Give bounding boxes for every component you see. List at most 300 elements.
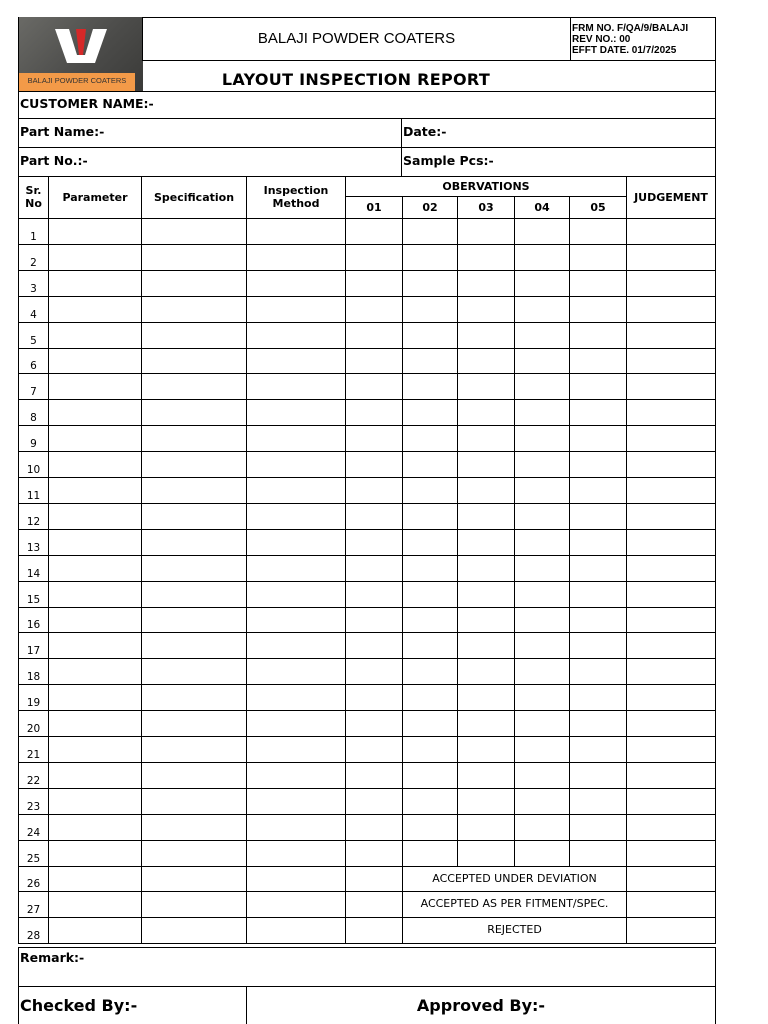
judgement-cell[interactable] bbox=[626, 477, 716, 504]
specification-cell[interactable] bbox=[141, 891, 247, 918]
specification-cell[interactable] bbox=[141, 684, 247, 711]
effective-date: EFFT DATE. 01/7/2025 bbox=[572, 45, 677, 56]
row-number: 4 bbox=[30, 309, 37, 321]
specification-cell[interactable] bbox=[141, 503, 247, 530]
observation-cell[interactable] bbox=[402, 555, 458, 582]
observation-cell[interactable] bbox=[402, 451, 458, 478]
observation-cell[interactable] bbox=[345, 218, 403, 245]
judgement-cell[interactable] bbox=[626, 270, 716, 297]
observation-cell[interactable] bbox=[457, 788, 515, 815]
observation-cell[interactable] bbox=[457, 348, 515, 374]
observation-cell[interactable] bbox=[569, 607, 627, 633]
observation-cell[interactable] bbox=[345, 710, 403, 737]
observation-cell[interactable] bbox=[514, 607, 570, 633]
observation-cell[interactable] bbox=[569, 218, 627, 245]
observation-cell[interactable] bbox=[569, 658, 627, 685]
parameter-cell[interactable] bbox=[48, 244, 142, 271]
observation-cell[interactable] bbox=[514, 218, 570, 245]
parameter-cell[interactable] bbox=[48, 373, 142, 400]
sr-no-cell bbox=[18, 917, 49, 944]
row-number: 5 bbox=[30, 335, 37, 347]
specification-cell[interactable] bbox=[141, 555, 247, 582]
parameter-cell[interactable] bbox=[48, 555, 142, 582]
observation-cell[interactable] bbox=[345, 866, 403, 892]
specification-cell[interactable] bbox=[141, 736, 247, 763]
observation-cell[interactable] bbox=[402, 348, 458, 374]
judgement-cell[interactable] bbox=[626, 866, 716, 892]
specification-cell[interactable] bbox=[141, 632, 247, 659]
specification-cell[interactable] bbox=[141, 244, 247, 271]
observation-cell[interactable] bbox=[457, 632, 515, 659]
judgement-cell[interactable] bbox=[626, 529, 716, 556]
specification-cell[interactable] bbox=[141, 840, 247, 867]
observation-cell[interactable] bbox=[569, 451, 627, 478]
parameter-header bbox=[48, 176, 142, 219]
parameter-cell[interactable] bbox=[48, 218, 142, 245]
judgement-cell[interactable] bbox=[626, 710, 716, 737]
observation-cell[interactable] bbox=[569, 373, 627, 400]
part-name-field[interactable] bbox=[18, 118, 402, 148]
row-number: 6 bbox=[30, 360, 37, 372]
inspection-method-cell[interactable] bbox=[246, 373, 346, 400]
observation-cell[interactable] bbox=[569, 555, 627, 582]
observation-cell[interactable] bbox=[345, 840, 403, 867]
inspection-method-cell[interactable] bbox=[246, 244, 346, 271]
inspection-method-cell[interactable] bbox=[246, 296, 346, 323]
inspection-method-cell[interactable] bbox=[246, 736, 346, 763]
observation-cell[interactable] bbox=[514, 399, 570, 426]
observation-cell[interactable] bbox=[569, 581, 627, 608]
parameter-cell[interactable] bbox=[48, 477, 142, 504]
observation-cell[interactable] bbox=[457, 503, 515, 530]
observation-cell[interactable] bbox=[345, 788, 403, 815]
observation-cell[interactable] bbox=[514, 555, 570, 582]
observation-cell[interactable] bbox=[514, 840, 570, 867]
parameter-cell[interactable] bbox=[48, 296, 142, 323]
observation-cell[interactable] bbox=[345, 270, 403, 297]
observation-cell[interactable] bbox=[569, 762, 627, 789]
parameter-cell[interactable] bbox=[48, 917, 142, 944]
observation-cell[interactable] bbox=[345, 477, 403, 504]
observation-cell[interactable] bbox=[514, 632, 570, 659]
observation-cell[interactable] bbox=[514, 788, 570, 815]
parameter-cell[interactable] bbox=[48, 814, 142, 841]
observation-cell[interactable] bbox=[457, 270, 515, 297]
observation-cell[interactable] bbox=[345, 814, 403, 841]
observation-cell[interactable] bbox=[457, 451, 515, 478]
judgement-cell[interactable] bbox=[626, 244, 716, 271]
observation-cell[interactable] bbox=[345, 632, 403, 659]
observation-cell[interactable] bbox=[514, 244, 570, 271]
parameter-cell[interactable] bbox=[48, 891, 142, 918]
observation-cell[interactable] bbox=[345, 607, 403, 633]
inspection-method-cell[interactable] bbox=[246, 658, 346, 685]
parameter-cell[interactable] bbox=[48, 581, 142, 608]
sr-no-cell bbox=[18, 814, 49, 841]
observation-cell[interactable] bbox=[457, 607, 515, 633]
specification-header bbox=[141, 176, 247, 219]
observation-cell[interactable] bbox=[402, 840, 458, 867]
specification-cell[interactable] bbox=[141, 917, 247, 944]
row-number: 27 bbox=[26, 904, 41, 916]
observation-cell[interactable] bbox=[569, 840, 627, 867]
inspection-method-cell[interactable] bbox=[246, 710, 346, 737]
result-option-cell[interactable] bbox=[402, 917, 627, 944]
judgement-cell[interactable] bbox=[626, 581, 716, 608]
observation-cell[interactable] bbox=[569, 814, 627, 841]
result-option-label: ACCEPTED AS PER FITMENT/SPEC. bbox=[420, 897, 609, 910]
observation-cell[interactable] bbox=[402, 814, 458, 841]
specification-cell[interactable] bbox=[141, 529, 247, 556]
observation-cell[interactable] bbox=[457, 555, 515, 582]
part-no-field[interactable] bbox=[18, 147, 402, 177]
observation-cell[interactable] bbox=[402, 658, 458, 685]
observation-cell[interactable] bbox=[569, 529, 627, 556]
observation-cell[interactable] bbox=[569, 788, 627, 815]
row-number: 28 bbox=[26, 930, 41, 942]
observation-header-label: 05 bbox=[590, 201, 606, 214]
observation-cell[interactable] bbox=[345, 399, 403, 426]
sr-no-cell bbox=[18, 425, 49, 452]
inspection-method-cell[interactable] bbox=[246, 529, 346, 556]
judgement-cell[interactable] bbox=[626, 891, 716, 918]
observation-cell[interactable] bbox=[345, 917, 403, 944]
observation-cell[interactable] bbox=[569, 270, 627, 297]
remark-field[interactable] bbox=[18, 947, 716, 987]
parameter-cell[interactable] bbox=[48, 840, 142, 867]
observation-cell[interactable] bbox=[402, 270, 458, 297]
judgement-cell[interactable] bbox=[626, 399, 716, 426]
specification-cell[interactable] bbox=[141, 788, 247, 815]
observation-cell[interactable] bbox=[569, 477, 627, 504]
specification-cell[interactable] bbox=[141, 451, 247, 478]
observation-cell[interactable] bbox=[402, 581, 458, 608]
observation-cell[interactable] bbox=[514, 348, 570, 374]
inspection-method-cell[interactable] bbox=[246, 684, 346, 711]
observation-cell[interactable] bbox=[457, 322, 515, 349]
inspection-method-cell[interactable] bbox=[246, 348, 346, 374]
sr-no-cell bbox=[18, 684, 49, 711]
logo-text: BALAJI POWDER COATERS bbox=[27, 76, 127, 85]
row-number: 1 bbox=[30, 231, 37, 243]
observation-cell[interactable] bbox=[514, 451, 570, 478]
inspection-method-cell[interactable] bbox=[246, 218, 346, 245]
observation-cell[interactable] bbox=[345, 322, 403, 349]
judgement-cell[interactable] bbox=[626, 917, 716, 944]
observation-cell[interactable] bbox=[514, 658, 570, 685]
observation-cell[interactable] bbox=[569, 322, 627, 349]
observation-cell[interactable] bbox=[514, 762, 570, 789]
parameter-cell[interactable] bbox=[48, 529, 142, 556]
parameter-cell[interactable] bbox=[48, 762, 142, 789]
observation-cell[interactable] bbox=[345, 503, 403, 530]
result-option-cell[interactable] bbox=[402, 891, 627, 918]
parameter-cell[interactable] bbox=[48, 399, 142, 426]
parameter-cell[interactable] bbox=[48, 270, 142, 297]
specification-cell[interactable] bbox=[141, 399, 247, 426]
observation-cell[interactable] bbox=[402, 399, 458, 426]
inspection-method-cell[interactable] bbox=[246, 270, 346, 297]
observation-cell[interactable] bbox=[569, 399, 627, 426]
parameter-cell[interactable] bbox=[48, 348, 142, 374]
inspection-method-cell[interactable] bbox=[246, 451, 346, 478]
observation-cell[interactable] bbox=[457, 736, 515, 763]
sr-no-cell bbox=[18, 788, 49, 815]
observation-cell[interactable] bbox=[402, 373, 458, 400]
specification-cell[interactable] bbox=[141, 425, 247, 452]
observation-cell[interactable] bbox=[514, 477, 570, 504]
approved-by-field[interactable] bbox=[246, 986, 716, 1024]
specification-cell[interactable] bbox=[141, 373, 247, 400]
sr-no-cell bbox=[18, 607, 49, 633]
date-field[interactable] bbox=[401, 118, 716, 148]
judgement-header bbox=[626, 176, 716, 219]
inspection-method-cell[interactable] bbox=[246, 503, 346, 530]
judgement-cell[interactable] bbox=[626, 607, 716, 633]
judgement-cell[interactable] bbox=[626, 451, 716, 478]
observation-cell[interactable] bbox=[514, 425, 570, 452]
specification-cell[interactable] bbox=[141, 658, 247, 685]
observation-cell[interactable] bbox=[402, 322, 458, 349]
sr-no-cell bbox=[18, 866, 49, 892]
judgement-cell[interactable] bbox=[626, 788, 716, 815]
checked-by-field[interactable] bbox=[18, 986, 247, 1024]
company-name-cell bbox=[142, 17, 571, 61]
observation-cell[interactable] bbox=[402, 296, 458, 323]
observation-cell[interactable] bbox=[569, 296, 627, 323]
observation-cell[interactable] bbox=[402, 425, 458, 452]
inspection-method-cell[interactable] bbox=[246, 632, 346, 659]
parameter-cell[interactable] bbox=[48, 322, 142, 349]
observation-cell[interactable] bbox=[345, 348, 403, 374]
sr-no-cell bbox=[18, 503, 49, 530]
sr-no-cell bbox=[18, 581, 49, 608]
inspection-method-cell[interactable] bbox=[246, 477, 346, 504]
observation-cell[interactable] bbox=[402, 710, 458, 737]
observation-cell[interactable] bbox=[345, 373, 403, 400]
observation-cell[interactable] bbox=[402, 529, 458, 556]
observation-cell[interactable] bbox=[345, 555, 403, 582]
observation-cell[interactable] bbox=[402, 477, 458, 504]
result-option-cell[interactable] bbox=[402, 866, 627, 892]
row-number: 18 bbox=[26, 671, 41, 683]
observation-cell[interactable] bbox=[569, 348, 627, 374]
observation-cell[interactable] bbox=[402, 218, 458, 245]
observation-cell[interactable] bbox=[402, 762, 458, 789]
specification-cell[interactable] bbox=[141, 477, 247, 504]
observation-cell[interactable] bbox=[457, 399, 515, 426]
observation-cell[interactable] bbox=[457, 762, 515, 789]
observation-cell[interactable] bbox=[345, 658, 403, 685]
observation-cell[interactable] bbox=[457, 296, 515, 323]
observation-cell[interactable] bbox=[569, 503, 627, 530]
observation-cell[interactable] bbox=[457, 244, 515, 271]
observations-header bbox=[345, 176, 627, 197]
observation-cell[interactable] bbox=[514, 736, 570, 763]
parameter-cell[interactable] bbox=[48, 503, 142, 530]
parameter-cell[interactable] bbox=[48, 866, 142, 892]
observation-cell[interactable] bbox=[402, 607, 458, 633]
inspection-method-cell[interactable] bbox=[246, 840, 346, 867]
inspection-method-cell[interactable] bbox=[246, 399, 346, 426]
inspection-method-cell[interactable] bbox=[246, 762, 346, 789]
specification-cell[interactable] bbox=[141, 866, 247, 892]
observation-cell[interactable] bbox=[345, 581, 403, 608]
observation-cell[interactable] bbox=[345, 684, 403, 711]
customer-name-label: CUSTOMER NAME:- bbox=[20, 96, 154, 111]
observation-cell[interactable] bbox=[457, 710, 515, 737]
observation-cell[interactable] bbox=[457, 373, 515, 400]
sr-no-header-label: Sr. No bbox=[25, 184, 42, 210]
observation-header-2 bbox=[402, 196, 458, 219]
sr-no-cell bbox=[18, 555, 49, 582]
observation-cell[interactable] bbox=[402, 503, 458, 530]
parameter-cell[interactable] bbox=[48, 425, 142, 452]
observation-cell[interactable] bbox=[457, 840, 515, 867]
row-number: 14 bbox=[26, 568, 41, 580]
inspection-method-cell[interactable] bbox=[246, 607, 346, 633]
judgement-cell[interactable] bbox=[626, 322, 716, 349]
row-number: 20 bbox=[26, 723, 41, 735]
parameter-cell[interactable] bbox=[48, 710, 142, 737]
parameter-cell[interactable] bbox=[48, 451, 142, 478]
observation-cell[interactable] bbox=[345, 762, 403, 789]
parameter-cell[interactable] bbox=[48, 632, 142, 659]
observation-header-4 bbox=[514, 196, 570, 219]
observation-cell[interactable] bbox=[514, 270, 570, 297]
specification-cell[interactable] bbox=[141, 322, 247, 349]
sr-no-cell bbox=[18, 373, 49, 400]
row-number: 25 bbox=[26, 853, 41, 865]
observation-cell[interactable] bbox=[569, 425, 627, 452]
observation-header-3 bbox=[457, 196, 515, 219]
judgement-cell[interactable] bbox=[626, 762, 716, 789]
observation-header-label: 01 bbox=[366, 201, 382, 214]
inspection-method-cell[interactable] bbox=[246, 555, 346, 582]
judgement-cell[interactable] bbox=[626, 555, 716, 582]
observation-cell[interactable] bbox=[569, 632, 627, 659]
specification-cell[interactable] bbox=[141, 762, 247, 789]
observation-cell[interactable] bbox=[345, 296, 403, 323]
observation-cell[interactable] bbox=[514, 296, 570, 323]
specification-cell[interactable] bbox=[141, 348, 247, 374]
observation-cell[interactable] bbox=[402, 736, 458, 763]
observation-header-label: 04 bbox=[534, 201, 550, 214]
observation-cell[interactable] bbox=[457, 658, 515, 685]
specification-cell[interactable] bbox=[141, 218, 247, 245]
observation-cell[interactable] bbox=[569, 684, 627, 711]
row-number: 2 bbox=[30, 257, 37, 269]
specification-cell[interactable] bbox=[141, 607, 247, 633]
row-number: 3 bbox=[30, 283, 37, 295]
row-number: 15 bbox=[26, 594, 41, 606]
observation-cell[interactable] bbox=[514, 581, 570, 608]
specification-cell[interactable] bbox=[141, 296, 247, 323]
observation-cell[interactable] bbox=[402, 684, 458, 711]
observation-cell[interactable] bbox=[345, 529, 403, 556]
inspection-method-header bbox=[246, 176, 346, 219]
sample-pcs-field[interactable] bbox=[401, 147, 716, 177]
inspection-method-cell[interactable] bbox=[246, 581, 346, 608]
inspection-method-cell[interactable] bbox=[246, 425, 346, 452]
observation-cell[interactable] bbox=[457, 529, 515, 556]
parameter-cell[interactable] bbox=[48, 736, 142, 763]
observation-cell[interactable] bbox=[457, 581, 515, 608]
judgement-cell[interactable] bbox=[626, 632, 716, 659]
observation-cell[interactable] bbox=[514, 814, 570, 841]
observation-cell[interactable] bbox=[514, 710, 570, 737]
judgement-cell[interactable] bbox=[626, 373, 716, 400]
observation-cell[interactable] bbox=[345, 736, 403, 763]
observation-cell[interactable] bbox=[514, 503, 570, 530]
specification-cell[interactable] bbox=[141, 270, 247, 297]
judgement-cell[interactable] bbox=[626, 658, 716, 685]
row-number: 26 bbox=[26, 878, 41, 890]
observation-cell[interactable] bbox=[345, 244, 403, 271]
sample-pcs-label: Sample Pcs:- bbox=[403, 153, 494, 168]
inspection-method-cell[interactable] bbox=[246, 788, 346, 815]
result-option-label: REJECTED bbox=[487, 923, 542, 936]
parameter-cell[interactable] bbox=[48, 788, 142, 815]
judgement-cell[interactable] bbox=[626, 840, 716, 867]
observation-cell[interactable] bbox=[514, 373, 570, 400]
observation-cell[interactable] bbox=[457, 477, 515, 504]
observation-cell[interactable] bbox=[457, 425, 515, 452]
specification-cell[interactable] bbox=[141, 814, 247, 841]
observation-cell[interactable] bbox=[345, 425, 403, 452]
observation-cell[interactable] bbox=[345, 451, 403, 478]
judgement-cell[interactable] bbox=[626, 425, 716, 452]
inspection-method-cell[interactable] bbox=[246, 917, 346, 944]
inspection-method-cell[interactable] bbox=[246, 814, 346, 841]
observation-cell[interactable] bbox=[514, 529, 570, 556]
inspection-method-cell[interactable] bbox=[246, 866, 346, 892]
parameter-cell[interactable] bbox=[48, 658, 142, 685]
inspection-method-cell[interactable] bbox=[246, 322, 346, 349]
parameter-cell[interactable] bbox=[48, 607, 142, 633]
observation-cell[interactable] bbox=[569, 736, 627, 763]
judgement-cell[interactable] bbox=[626, 218, 716, 245]
observation-cell[interactable] bbox=[402, 244, 458, 271]
customer-name-field[interactable] bbox=[18, 91, 716, 119]
judgement-cell[interactable] bbox=[626, 503, 716, 530]
judgement-cell[interactable] bbox=[626, 736, 716, 763]
specification-cell[interactable] bbox=[141, 581, 247, 608]
observation-cell[interactable] bbox=[402, 788, 458, 815]
judgement-cell[interactable] bbox=[626, 684, 716, 711]
parameter-cell[interactable] bbox=[48, 684, 142, 711]
observation-cell[interactable] bbox=[457, 814, 515, 841]
observation-cell[interactable] bbox=[569, 244, 627, 271]
observation-cell[interactable] bbox=[457, 218, 515, 245]
judgement-cell[interactable] bbox=[626, 296, 716, 323]
observation-cell[interactable] bbox=[457, 684, 515, 711]
row-number: 13 bbox=[26, 542, 41, 554]
inspection-method-cell[interactable] bbox=[246, 891, 346, 918]
observation-cell[interactable] bbox=[514, 322, 570, 349]
observation-cell[interactable] bbox=[345, 891, 403, 918]
observation-cell[interactable] bbox=[402, 632, 458, 659]
judgement-cell[interactable] bbox=[626, 348, 716, 374]
observation-cell[interactable] bbox=[514, 684, 570, 711]
judgement-header-label: JUDGEMENT bbox=[634, 191, 708, 204]
sr-no-cell bbox=[18, 218, 49, 245]
specification-cell[interactable] bbox=[141, 710, 247, 737]
observation-cell[interactable] bbox=[569, 710, 627, 737]
judgement-cell[interactable] bbox=[626, 814, 716, 841]
date-label: Date:- bbox=[403, 124, 447, 139]
row-number: 21 bbox=[26, 749, 41, 761]
